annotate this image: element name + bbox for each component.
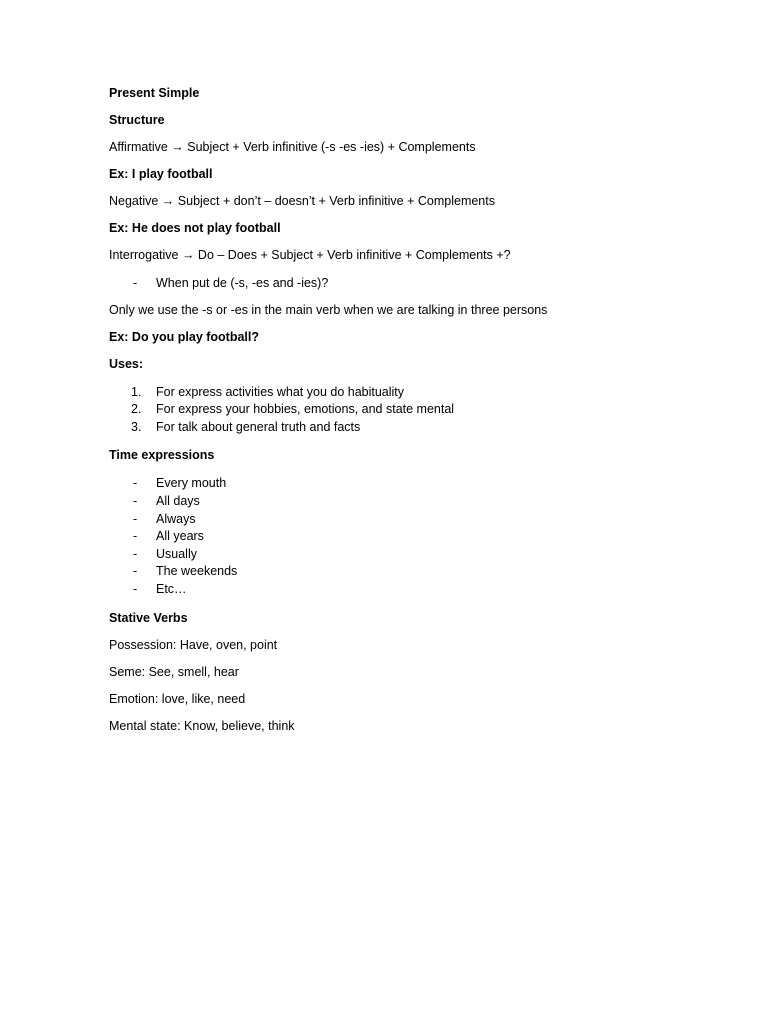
list-item-text: For express your hobbies, emotions, and state mental [156, 402, 455, 417]
affirmative-example: Ex: I play football [109, 167, 213, 181]
list-item [109, 563, 709, 581]
list-marker: - [133, 511, 138, 526]
negative-example: Ex: He does not play football [109, 221, 281, 235]
affirmative-rule: Affirmative → Subject + Verb infinitive (-s -es -ies) + Complements [109, 140, 476, 154]
usage-note: Only we use the -s or -es in the main verb when we are talking in three persons [109, 302, 548, 317]
mental-state-line: Mental state: Know, believe, think [109, 718, 295, 733]
list-item-text: When put de (-s, -es and -ies)? [156, 276, 329, 290]
structure-heading: Structure [109, 113, 165, 127]
negative-rule: Negative → Subject + don’t – doesn’t + Verb infinitive + Complements [109, 194, 495, 208]
list-item-text: All days [156, 493, 200, 508]
list-item-text: The weekends [156, 564, 238, 579]
list-marker: - [133, 546, 138, 561]
interrogative-example: Ex: Do you play football? [109, 329, 260, 344]
document-body [109, 86, 709, 746]
list-marker: 2. [131, 402, 142, 417]
list-item-text: Etc… [156, 581, 187, 596]
time-expressions-heading: Time expressions [109, 448, 215, 463]
list-item-text: Always [156, 511, 196, 526]
list-item [109, 528, 709, 546]
list-marker: 1. [131, 384, 142, 399]
time-expressions-list [109, 475, 709, 598]
list-item [109, 401, 709, 419]
possession-line: Possession: Have, oven, point [109, 637, 278, 652]
interrogative-rule: Interrogative → Do – Does + Subject + Verb infinitive + Complements +? [109, 248, 511, 262]
document-title: Present Simple [109, 86, 200, 100]
list-marker: - [133, 529, 138, 544]
list-item [109, 419, 709, 437]
seme-line: Seme: See, smell, hear [109, 664, 239, 679]
list-marker: - [133, 476, 138, 491]
list-item [109, 275, 709, 293]
emotion-line: Emotion: love, like, need [109, 691, 246, 706]
note-bullet-list [109, 275, 709, 293]
list-item [109, 475, 709, 493]
list-marker: - [133, 581, 138, 596]
uses-list [109, 384, 709, 437]
list-item-text: For talk about general truth and facts [156, 419, 361, 434]
list-item [109, 493, 709, 511]
list-item [109, 581, 709, 599]
list-marker: - [133, 276, 138, 290]
list-marker: - [133, 564, 138, 579]
list-item [109, 384, 709, 402]
list-item-text: Every mouth [156, 476, 227, 491]
stative-verbs-heading: Stative Verbs [109, 610, 188, 625]
uses-heading: Uses: [109, 356, 144, 371]
list-item-text: All years [156, 529, 204, 544]
list-item [109, 546, 709, 564]
list-item-text: Usually [156, 546, 197, 561]
list-item [109, 511, 709, 529]
list-item-text: For express activities what you do habituality [156, 384, 405, 399]
list-marker: - [133, 493, 138, 508]
list-marker: 3. [131, 419, 142, 434]
